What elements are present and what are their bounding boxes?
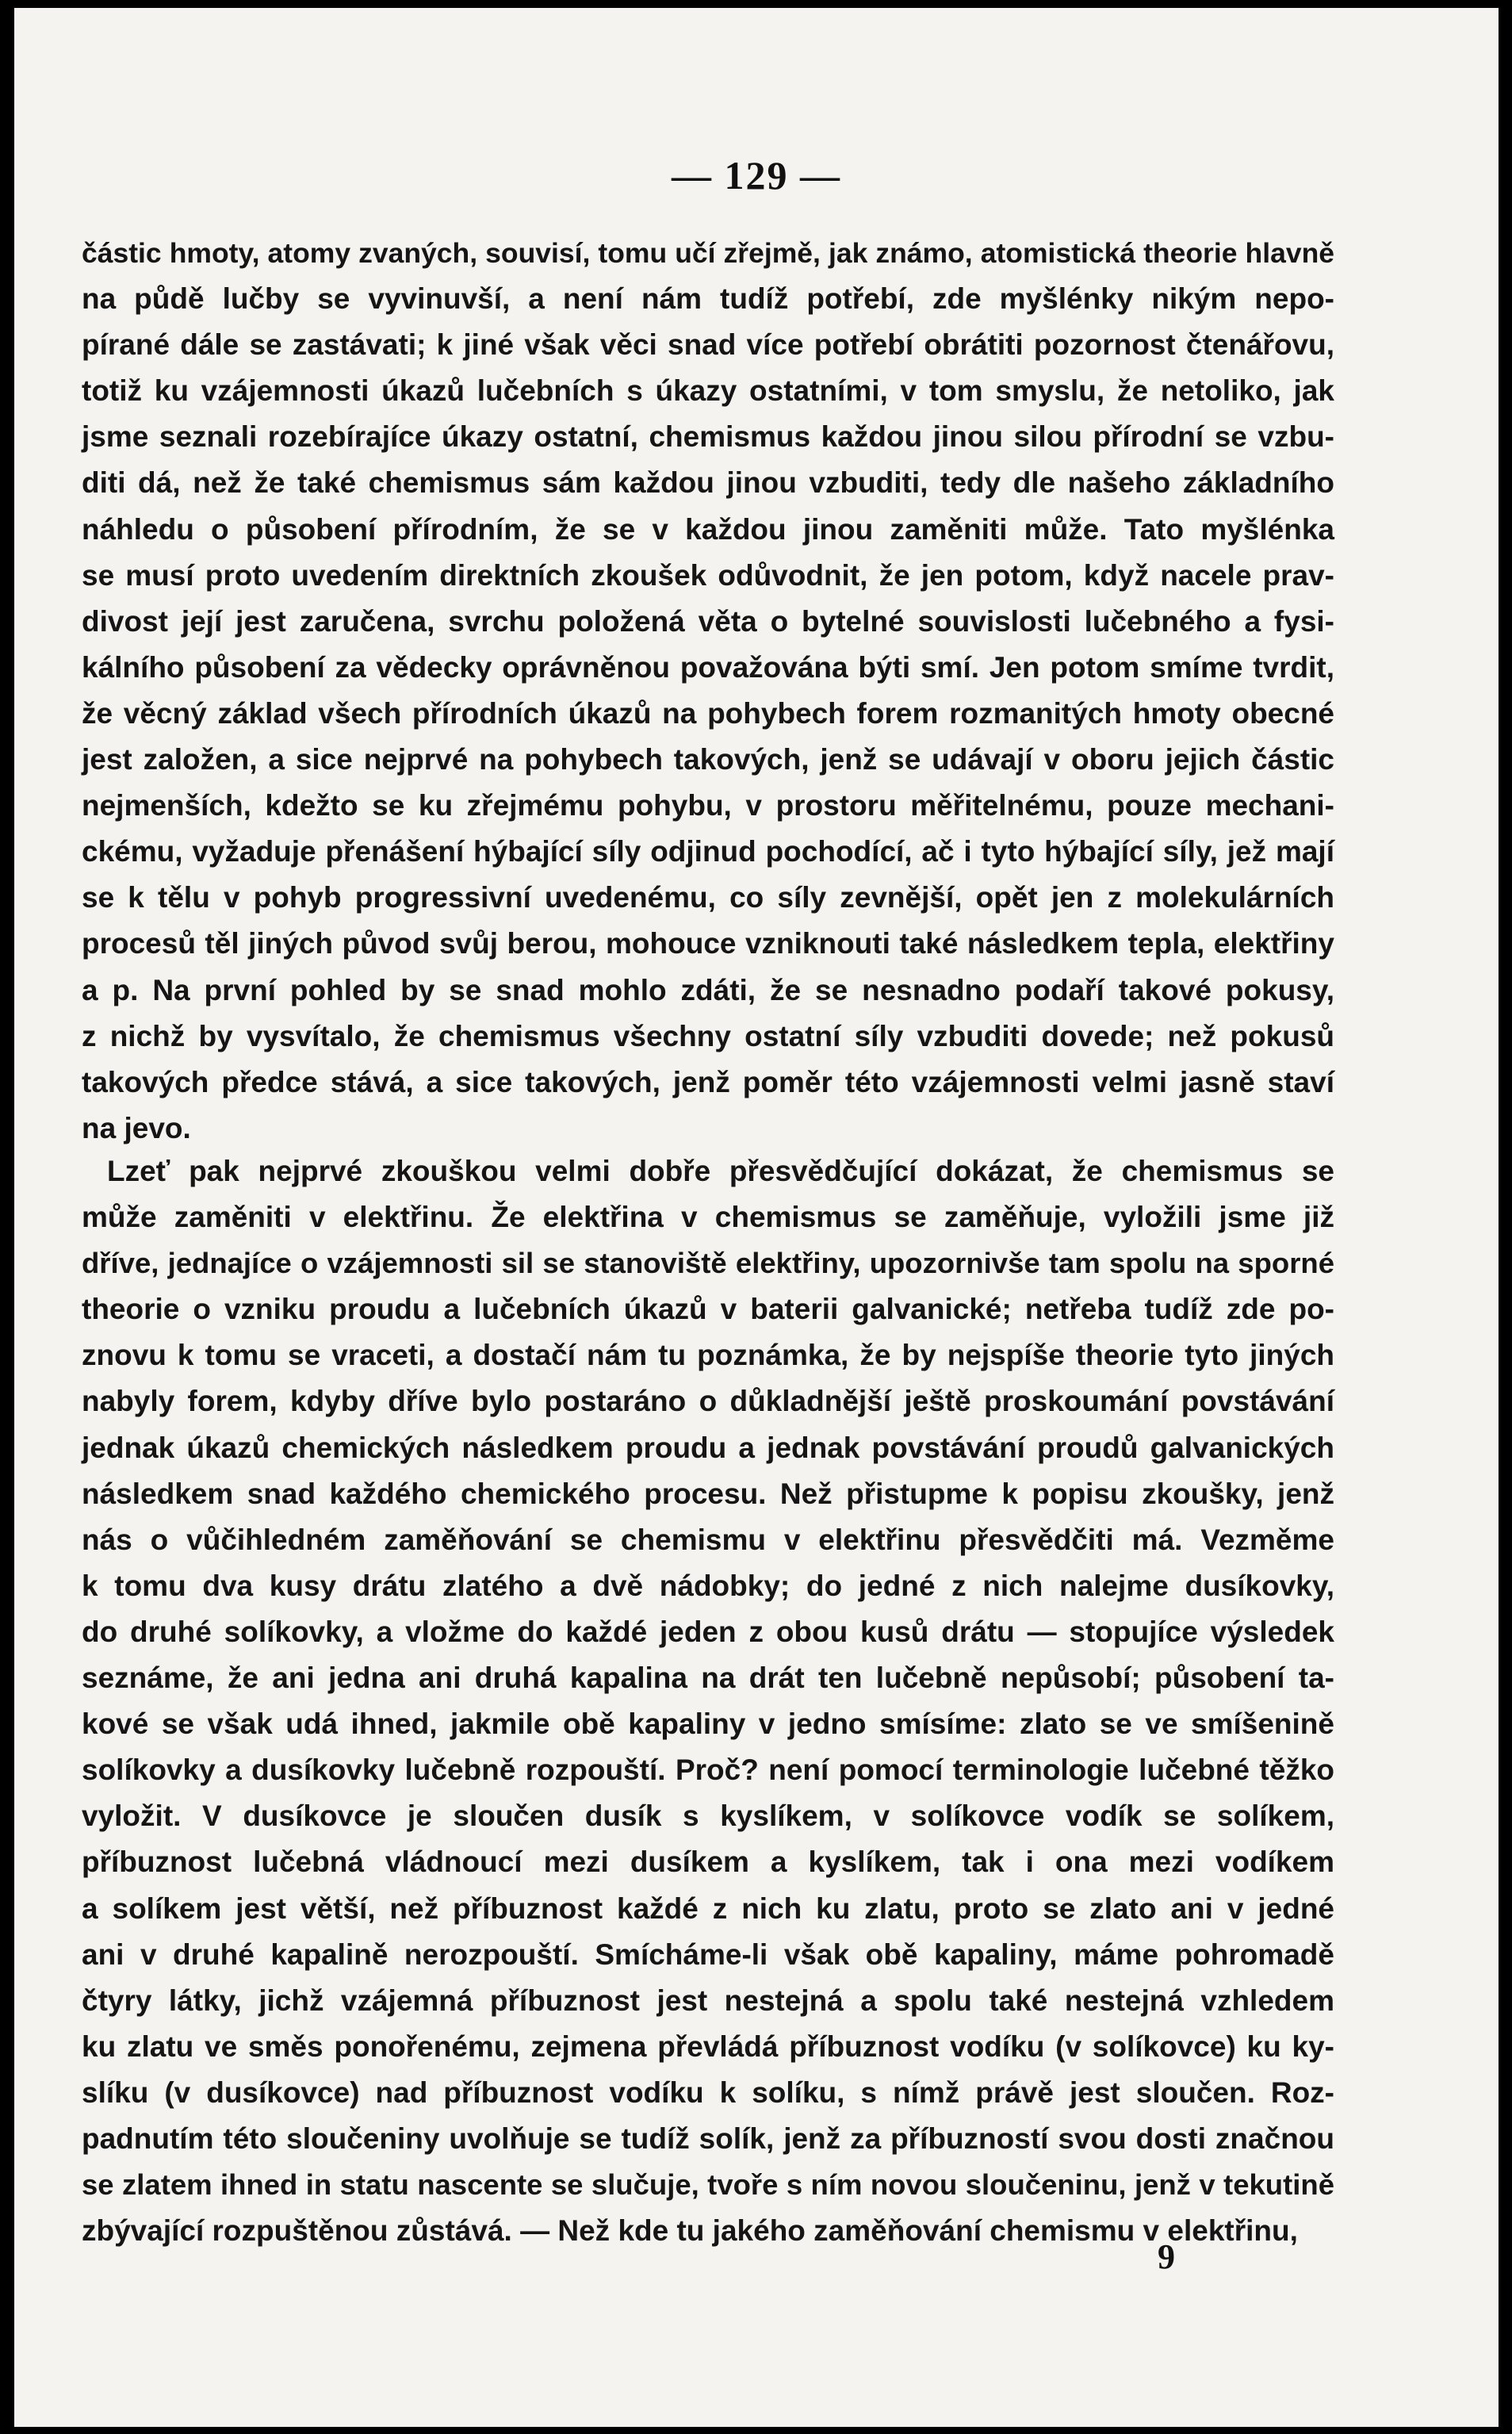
paragraph-2-line: se zlatem ihned in statu nascente se slučuje, tvoře s ním novou sloučeninu, jenž v tekutině (82, 2168, 1334, 2202)
book-page (14, 8, 1499, 2427)
paragraph-2-line: Lzeť pak nejprvé zkouškou velmi dobře přesvědčující dokázat, že chemismus se (107, 1155, 1334, 1187)
paragraph-2-line: theorie o vzniku proudu a lučebních úkazů v baterii galvanické; netřeba tudíž zde po- (82, 1293, 1334, 1326)
paragraph-1-line: pírané dále se zastávati; k jiné však věci snad více potřebí obrátiti pozornost čtenářovu, (82, 328, 1334, 362)
paragraph-1 (82, 230, 1334, 1152)
paragraph-2-line: zbývající rozpuštěnou zůstává. — Než kde tu jakého zaměňování chemismu v elektřinu, (82, 2214, 1298, 2248)
paragraph-1-line: procesů těl jiných původ svůj berou, mohouce vzniknouti také následkem tepla, elektřiny (82, 927, 1334, 960)
paragraph-2-line: ani v druhé kapalině nerozpouští. Smícháme-li však obě kapaliny, máme pohromadě (82, 1938, 1334, 1971)
paragraph-1-line: ckému, vyžaduje přenášení hýbající síly odjinud pochodící, ač i tyto hýbající síly, jež mají (82, 835, 1334, 868)
paragraph-1-line: kálního působení za vědecky oprávněnou považována býti smí. Jen potom smíme tvrdit, (82, 650, 1334, 684)
paragraph-2-line: a solíkem jest větší, než příbuznost každé z nich ku zlatu, proto se zlato ani v jedné (82, 1892, 1334, 1925)
paragraph-1-line: a p. Na první pohled by se snad mohlo zdáti, že se nesnadno podaří takové pokusy, (82, 973, 1334, 1006)
paragraph-2-line: kové se však udá ihned, jakmile obě kapaliny v jedno smísíme: zlato se ve smíšenině (82, 1708, 1334, 1741)
paragraph-2 (82, 1148, 1334, 2254)
paragraph-2-line: padnutím této sloučeniny uvolňuje se tudíž solík, jenž za příbuzností svou dosti značnou (82, 2122, 1334, 2155)
paragraph-2-line: znovu k tomu se vraceti, a dostačí nám tu poznámka, že by nejspíše theorie tyto jiných (82, 1339, 1334, 1372)
paragraph-2-line: nás o vůčihledném zaměňování se chemismu v elektřinu přesvědčiti má. Vezměme (82, 1523, 1334, 1556)
paragraph-1-line: náhledu o působení přírodním, že se v každou jinou zaměniti může. Tato myšlénka (82, 512, 1334, 546)
page-number-header: — 129 — (672, 153, 841, 197)
paragraph-1-line: na půdě lučby se vyvinuvší, a není nám tudíž potřebí, zde myšlénky nikým nepo- (82, 282, 1334, 316)
paragraph-2-line: jednak úkazů chemických následkem proudu a jednak povstávání proudů galvanických (82, 1431, 1334, 1464)
paragraph-2-line: vyložit. V dusíkovce je sloučen dusík s kyslíkem, v solíkovce vodík se solíkem, (82, 1800, 1334, 1833)
paragraph-2-line: seznáme, že ani jedna ani druhá kapalina na drát ten lučebně nepůsobí; působení ta- (82, 1662, 1334, 1695)
paragraph-1-line: částic hmoty, atomy zvaných, souvisí, tomu učí zřejmě, jak známo, atomistická theorie hlavně (82, 237, 1334, 269)
paragraph-1-line: z nichž by vysvítalo, že chemismus všechny ostatní síly vzbuditi dovede; než pokusů (82, 1019, 1334, 1052)
paragraph-2-line: následkem snad každého chemického procesu. Než přistupme k popisu zkoušky, jenž (82, 1477, 1334, 1510)
paragraph-1-line: totiž ku vzájemnosti úkazů lučebních s úkazy ostatními, v tom smyslu, že netoliko, jak (82, 374, 1334, 408)
paragraph-2-line: může zaměniti v elektřinu. Že elektřina v chemismus se zaměňuje, vyložili jsme již (82, 1201, 1334, 1234)
paragraph-2-line: čtyry látky, jichž vzájemná příbuznost jest nestejná a spolu také nestejná vzhledem (82, 1984, 1334, 2017)
paragraph-1-line: se k tělu v pohyb progressivní uvedenému, co síly zevnější, opět jen z molekulárních (82, 881, 1334, 914)
paragraph-1-line: diti dá, než že také chemismus sám každou jinou vzbuditi, tedy dle našeho základního (82, 466, 1334, 500)
paragraph-2-line: do druhé solíkovky, a vložme do každé jeden z obou kusů drátu — stopujíce výsledek (82, 1615, 1334, 1648)
paragraph-1-line: nejmenších, kdežto se ku zřejmému pohybu, v prostoru měřitelnému, pouze mechani- (82, 789, 1334, 822)
paragraph-1-line: divost její jest zaručena, svrchu položená věta o bytelné souvislosti lučebného a fysi- (82, 604, 1334, 638)
paragraph-2-line: ku zlatu ve směs ponořenému, zejmena převládá příbuznost vodíku (v solíkovce) ku ky- (82, 2030, 1334, 2063)
paragraph-2-line: solíkovky a dusíkovky lučebně rozpouští. Proč? není pomocí terminologie lučebné těžko (82, 1754, 1334, 1787)
paragraph-2-line: slíku (v dusíkovce) nad příbuznost vodíku k solíku, s nímž právě jest sloučen. Roz- (82, 2076, 1334, 2109)
paragraph-1-line: že věcný základ všech přírodních úkazů na pohybech forem rozmanitých hmoty obecné (82, 696, 1334, 730)
signature-mark: 9 (1158, 2237, 1175, 2276)
paragraph-2-line: příbuznost lučebná vládnoucí mezi dusíkem a kyslíkem, tak i ona mezi vodíkem (82, 1846, 1334, 1879)
paragraph-1-line: se musí proto uvedením direktních zkoušek odůvodnit, že jen potom, když nacele prav- (82, 558, 1334, 592)
paragraph-2-line: k tomu dva kusy drátu zlatého a dvě nádobky; do jedné z nich nalejme dusíkovky, (82, 1569, 1334, 1602)
paragraph-2-line: nabyly forem, kdyby dříve bylo postaráno o důkladnější ještě proskoumání povstávání (82, 1385, 1334, 1418)
paragraph-1-line: na jevo. (82, 1111, 191, 1144)
paragraph-2-line: dříve, jednajíce o vzájemnosti sil se stanoviště elektřiny, upozornivše tam spolu na sporné (82, 1247, 1334, 1280)
paragraph-1-line: jsme seznali rozebírajíce úkazy ostatní, chemismus každou jinou silou přírodní se vzbu- (82, 420, 1334, 454)
paragraph-1-line: jest založen, a sice nejprvé na pohybech takových, jenž se udávají v oboru jejich částic (82, 743, 1334, 776)
paragraph-1-line: takových předce stává, a sice takových, jenž poměr této vzájemnosti velmi jasně staví (82, 1065, 1334, 1098)
